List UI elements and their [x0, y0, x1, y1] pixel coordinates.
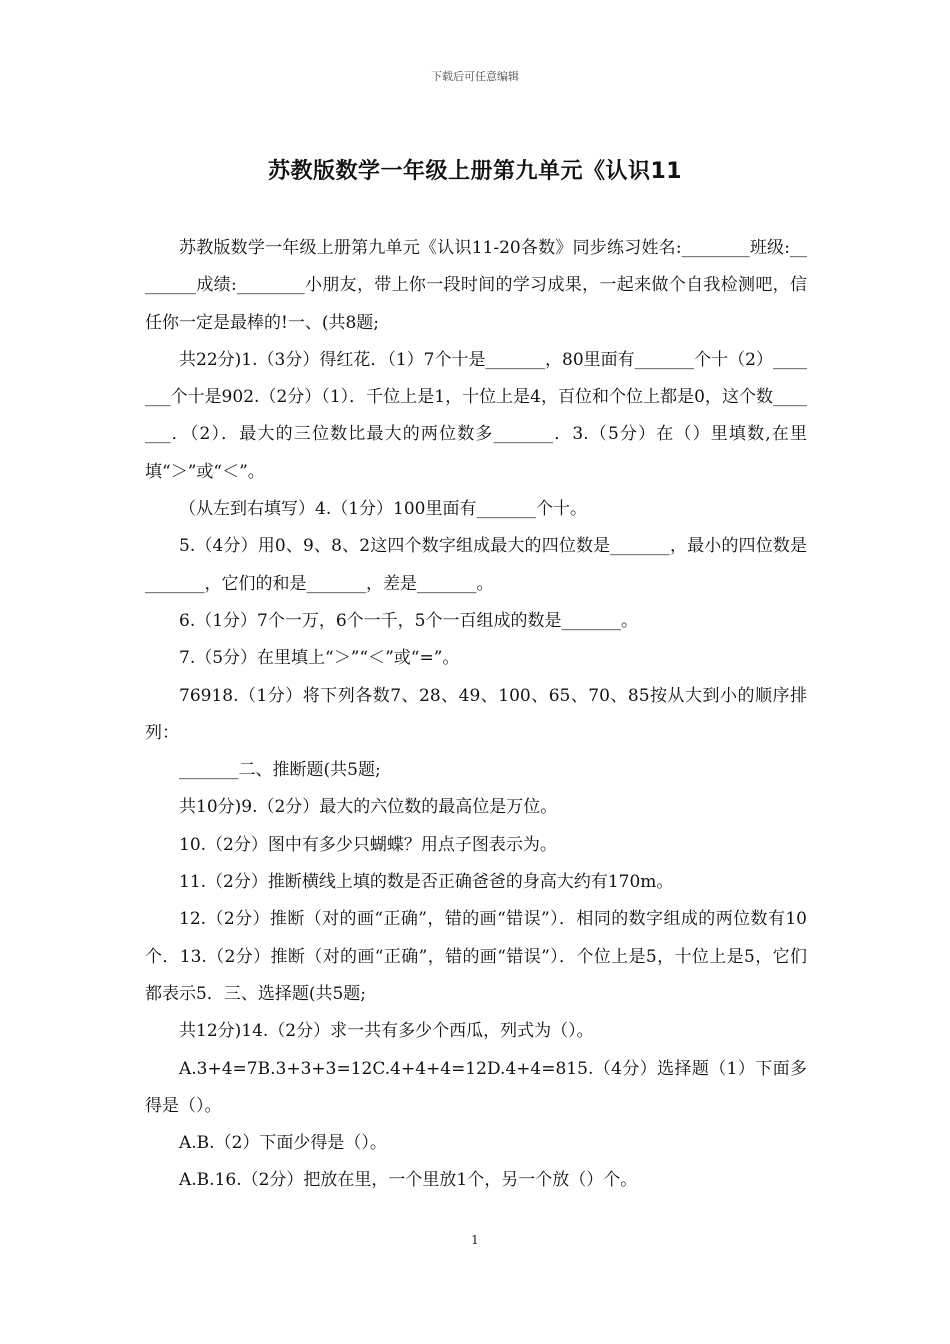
paragraph-q11: 11.（2分）推断横线上填的数是否正确爸爸的身高大约有170m。	[179, 872, 674, 893]
paragraph-q5: 5.（4分）用0、9、8、2这四个数字组成最大的四位数是_______，最小的四位数是_______，它们的和是_______，差是_______。	[145, 536, 807, 594]
paragraph-q15-part2: A.B.（2）下面少得是（）。	[179, 1133, 387, 1154]
paragraph-section-two: _______二、推断题(共5题;	[179, 760, 381, 781]
document-body	[145, 230, 807, 1200]
document-title: 苏教版数学一年级上册第九单元《认识11	[267, 159, 683, 184]
paragraph-q8: 76918.（1分）将下列各数7、28、49、100、65、70、85按从大到小的顺序排列：	[145, 685, 807, 743]
page-number: 1	[471, 1233, 479, 1247]
paragraph-q14-options: A.3+4=7B.3+3+3=12C.4+4+4=12D.4+4=815.（4分）选择题（1）下面多得是（）。	[145, 1058, 807, 1116]
paragraph-q7: 7.（5分）在里填上“＞”“＜”或“=”。	[179, 648, 460, 669]
paragraph-q1-q3: 共22分)1.（3分）得红花．（1）7个十是_______，80里面有_______个十（2）_______个十是902.（2分）（1）．千位上是1，十位上是4，百位和个位上都是0，这个数_______．（2）．最大的三位数比最大的两位数多_______．3.（5分）在（）里填数,在里填“＞”或“＜”。	[145, 349, 807, 482]
paragraph-q4: （从左到右填写）4.（1分）100里面有_______个十。	[179, 499, 587, 520]
paragraph-q6: 6.（1分）7个一万，6个一千，5个一百组成的数是_______。	[179, 610, 638, 631]
paragraph-q9: 共10分)9.（2分）最大的六位数的最高位是万位。	[179, 797, 558, 818]
paragraph-q14: 共12分)14.（2分）求一共有多少个西瓜，列式为（）。	[179, 1021, 594, 1042]
paragraph-q16: A.B.16.（2分）把放在里，一个里放1个，另一个放（）个。	[179, 1170, 638, 1191]
paragraph-intro: 苏教版数学一年级上册第九单元《认识11-20各数》同步练习姓名:________班级:________成绩:________小朋友，带上你一段时间的学习成果，一起来做个自我检测吧，信任你一定是最棒的!一、(共8题;	[145, 238, 807, 333]
page-header-note: 下载后可任意编辑	[431, 70, 519, 83]
paragraph-q10: 10.（2分）图中有多少只蝴蝶？用点子图表示为。	[179, 834, 557, 855]
paragraph-q12-q13: 12.（2分）推断（对的画“正确”，错的画“错误”）．相同的数字组成的两位数有10个．13.（2分）推断（对的画“正确”，错的画“错误”）．个位上是5，十位上是5，它们都表示5．三、选择题(共5题;	[145, 909, 807, 1004]
